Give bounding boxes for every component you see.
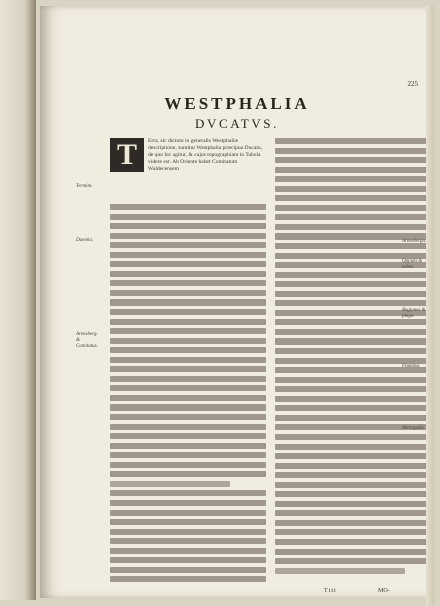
sidenote-arensberg: Arensberg. & Comitatus. [76,332,98,349]
left-column [110,204,266,586]
page-title: WESTPHALIA [164,94,310,113]
signature-mark: Tttt [324,588,337,594]
opening-text: Erra, sic dictum in generalis Westphaliæ descriptione, sumitur Westphalia præcipua Ducatu, de quo hic agitur, & cujus topographiam in Tabula videre est. Ab Oriente habet Comitatum Waldecensem [148,138,263,172]
sidenote-termini: Termini. [76,184,93,189]
left-page-edge [0,0,36,600]
right-column [275,138,431,577]
sidenote-regiones: Regiones & plage. [402,308,426,319]
page-subtitle: DVCATVS. [194,116,279,131]
sidenote-arensberga: Arensberga. [402,239,427,244]
drop-cap: T [110,138,144,172]
sidenote-flumina: Flumina. [402,364,421,369]
sidenote-oppida: Oppida & urbes. [402,259,423,270]
page-edge [426,6,434,606]
catchword: MO- [378,588,390,594]
page-number: 225 [407,80,418,88]
sidenote-metropolis: Metropolis. [402,426,426,431]
sidenote-daemia: Daemia. [76,238,94,243]
document-page [40,6,434,598]
